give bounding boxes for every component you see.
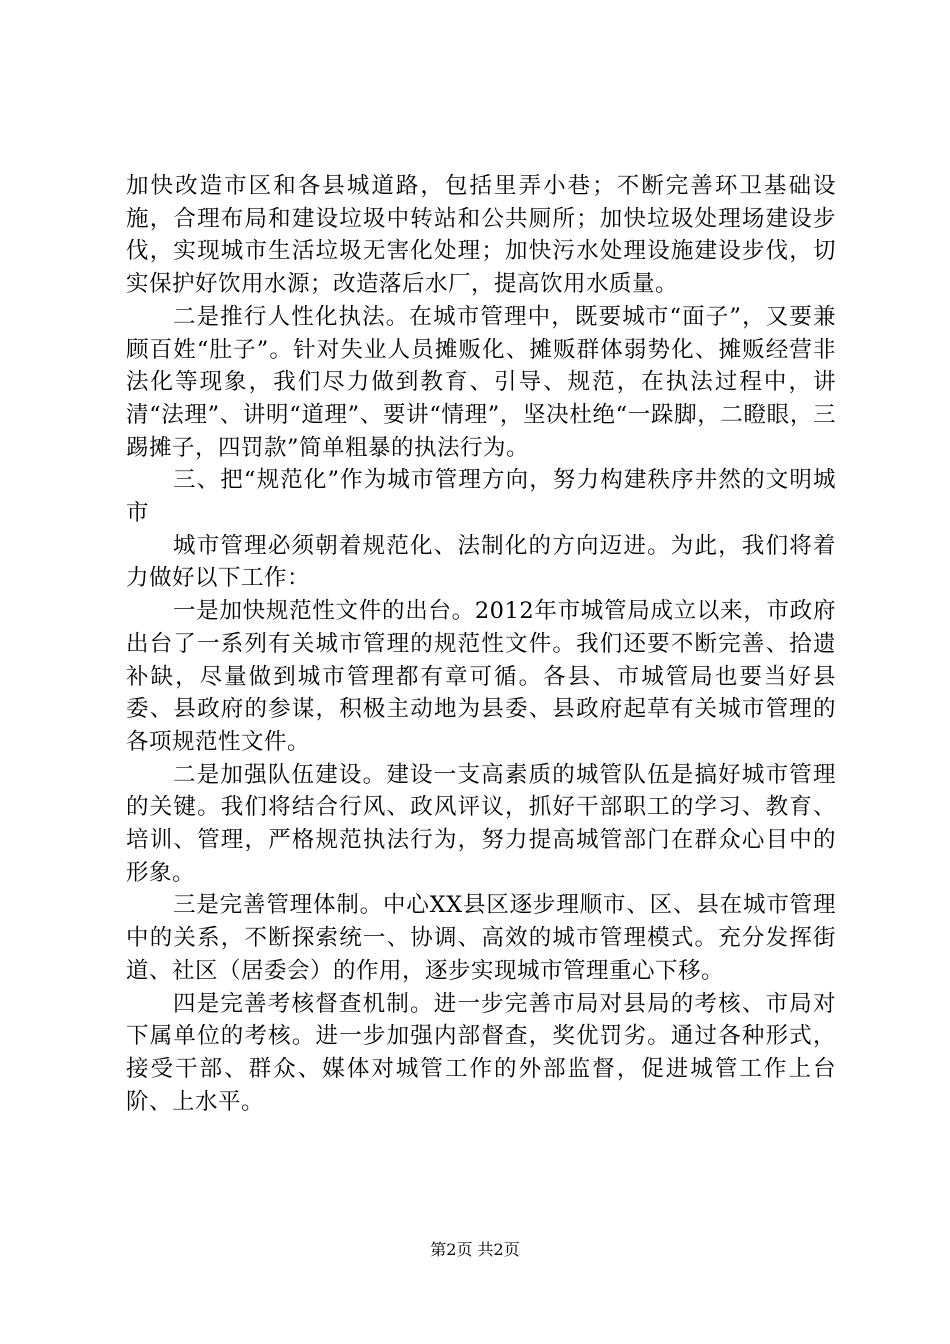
page-footer: 第2页 共2页 [430,1240,520,1259]
paragraph: 二是推行人性化执法。在城市管理中，既要城市“面子”，又要兼顾百姓“肚子”。针对失业人员摊贩化、摊贩群体弱势化、摊贩经营非法化等现象，我们尽力做到教育、引导、规范，在执法过程中，讲清“法理”、讲明“道理”、要讲“情理”，坚决杜绝“一跺脚，二瞪眼，三踢摊子，四罚款”简单粗暴的执法行为。 [126,303,836,461]
paragraph: 四是完善考核督查机制。进一步完善市局对县局的考核、市局对下属单位的考核。进一步加强内部督查，奖优罚劣。通过各种形式，接受干部、群众、媒体对城管工作的外部监督，促进城管工作上台阶、上水平。 [126,990,836,1115]
document-body [126,170,836,1118]
paragraph: 二是加强队伍建设。建设一支高素质的城管队伍是搞好城市管理的关键。我们将结合行风、政风评议，抓好干部职工的学习、教育、培训、管理，严格规范执法行为，努力提高城管部门在群众心目中的形象。 [126,761,836,886]
paragraph: 加快改造市区和各县城道路，包括里弄小巷；不断完善环卫基础设施，合理布局和建设垃圾中转站和公共厕所；加快垃圾处理场建设步伐，实现城市生活垃圾无害化处理；加快污水处理设施建设步伐，切实保护好饮用水源；改造落后水厂，提高饮用水质量。 [126,173,836,298]
section-heading: 三、把“规范化”作为城市管理方向，努力构建秩序井然的文明城市 [126,467,836,527]
paragraph: 三是完善管理体制。中心XX县区逐步理顺市、区、县在城市管理中的关系，不断探索统一、协调、高效的城市管理模式。充分发挥街道、社区（居委会）的作用，逐步实现城市管理重心下移。 [126,892,836,984]
paragraph: 一是加快规范性文件的出台。2012年市城管局成立以来，市政府出台了一系列有关城市管理的规范性文件。我们还要不断完善、拾遗补缺，尽量做到城市管理都有章可循。各县、市城管局也要当好县委、县政府的参谋，积极主动地为县委、县政府起草有关城市管理的各项规范性文件。 [126,598,836,755]
paragraph: 城市管理必须朝着规范化、法制化的方向迈进。为此，我们将着力做好以下工作： [126,532,836,592]
